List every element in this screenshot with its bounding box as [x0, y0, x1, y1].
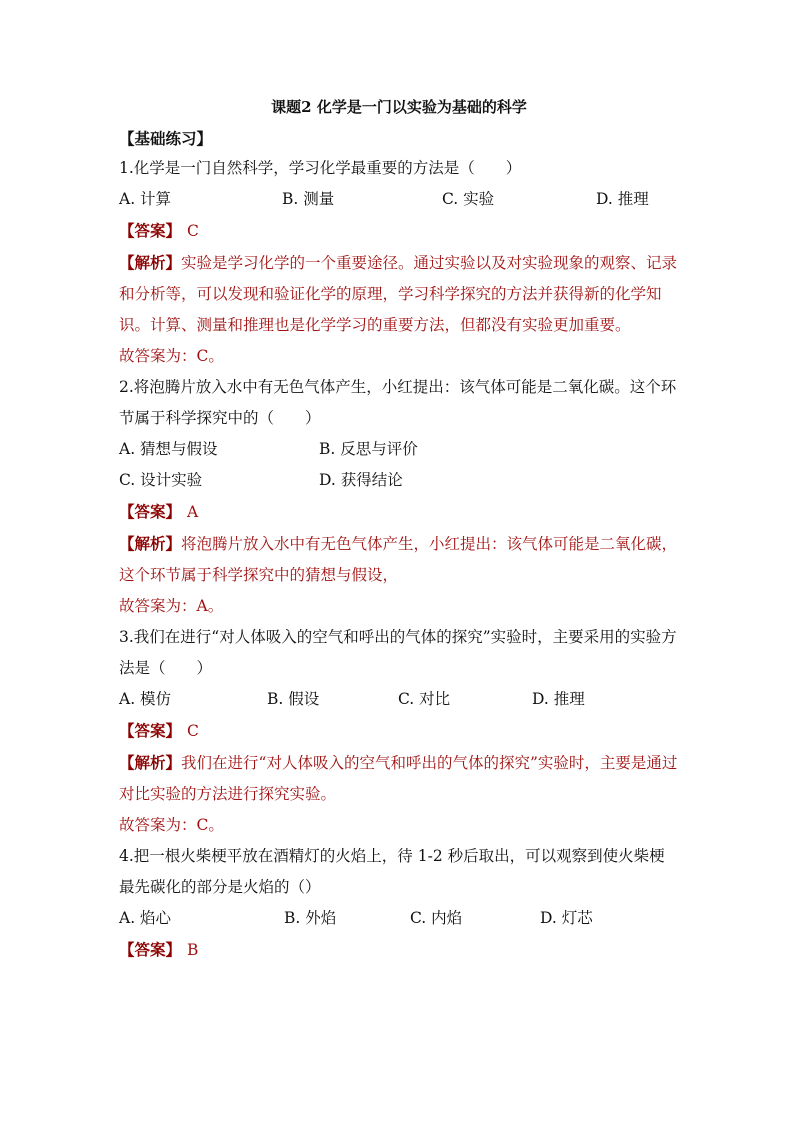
question-1-options: [119, 184, 679, 215]
analysis-tag: 【解析】: [119, 753, 182, 772]
q3-option-b: B. 假设: [267, 690, 320, 708]
q1-option-a: A. 计算: [119, 190, 172, 208]
answer-tag: 【答案】: [119, 502, 182, 521]
question-3-options: [119, 684, 679, 715]
q1-option-d: D. 推理: [596, 190, 649, 208]
analysis-text: 实验是学习化学的一个重要途径。通过实验以及对实验现象的观察、记录和分析等，可以发现和验证化学的原理，学习科学探究的方法并获得新的化学知识。计算、测量和推理也是化学学习的重要方法，但都没有实验更加重要。: [119, 254, 678, 334]
analysis-tag: 【解析】: [119, 253, 182, 272]
answer-tag: 【答案】: [119, 221, 182, 240]
q3-option-c: C. 对比: [398, 690, 451, 708]
question-1-stem: 1.化学是一门自然科学，学习化学最重要的方法是（ ）: [119, 159, 522, 177]
answer-value: C: [187, 222, 199, 240]
analysis-text: 我们在进行“对人体吸入的空气和呼出的气体的探究”实验时，主要是通过对比实验的方法进行探究实验。: [119, 754, 678, 803]
document-page: [119, 96, 679, 966]
question-1-conclusion: 故答案为：C。: [119, 347, 224, 365]
question-3-stem: 3.我们在进行“对人体吸入的空气和呼出的气体的探究”实验时，主要采用的实验方法是（ ）: [119, 628, 677, 677]
answer-tag: 【答案】: [119, 721, 182, 740]
question-2-options-row2: [119, 465, 679, 496]
page-title: 课题2 化学是一门以实验为基础的科学: [271, 98, 527, 116]
question-1-analysis: [119, 247, 679, 341]
q1-option-c: C. 实验: [442, 190, 495, 208]
analysis-text: 将泡腾片放入水中有无色气体产生，小红提出：该气体可能是二氧化碳，这个环节属于科学探究中的猜想与假设，: [119, 535, 678, 584]
question-3-answer: [119, 715, 679, 747]
question-2-options-row1: [119, 434, 679, 465]
q2-option-c: C. 设计实验: [119, 471, 203, 489]
q3-option-d: D. 推理: [532, 690, 585, 708]
q2-option-d: D. 获得结论: [319, 471, 403, 489]
question-4-options: [119, 903, 679, 934]
question-2-stem: 2.将泡腾片放入水中有无色气体产生，小红提出：该气体可能是二氧化碳。这个环节属于科学探究中的（ ）: [119, 378, 677, 427]
q3-option-a: A. 模仿: [119, 690, 172, 708]
question-1-answer: [119, 215, 679, 247]
answer-tag: 【答案】: [119, 940, 182, 959]
q4-option-d: D. 灯芯: [540, 909, 593, 927]
question-3-analysis: [119, 747, 679, 810]
section-heading: 【基础练习】: [119, 129, 213, 148]
q4-option-c: C. 内焰: [410, 909, 463, 927]
analysis-tag: 【解析】: [119, 534, 182, 553]
question-3-conclusion: 故答案为：C。: [119, 816, 224, 834]
answer-value: B: [187, 941, 199, 959]
answer-value: A: [187, 503, 199, 521]
q1-option-b: B. 测量: [282, 190, 335, 208]
q4-option-a: A. 焰心: [119, 909, 172, 927]
question-2-analysis: [119, 528, 679, 591]
answer-value: C: [187, 722, 199, 740]
q4-option-b: B. 外焰: [284, 909, 337, 927]
q2-option-a: A. 猜想与假设: [119, 440, 218, 458]
question-2-conclusion: 故答案为：A。: [119, 597, 224, 615]
q2-option-b: B. 反思与评价: [319, 440, 418, 458]
question-4-stem: 4.把一根火柴梗平放在酒精灯的火焰上，待 1-2 秒后取出，可以观察到使火柴梗最先碳化的部分是火焰的（）: [119, 847, 665, 896]
question-4-answer: [119, 934, 679, 966]
question-2-answer: [119, 496, 679, 528]
